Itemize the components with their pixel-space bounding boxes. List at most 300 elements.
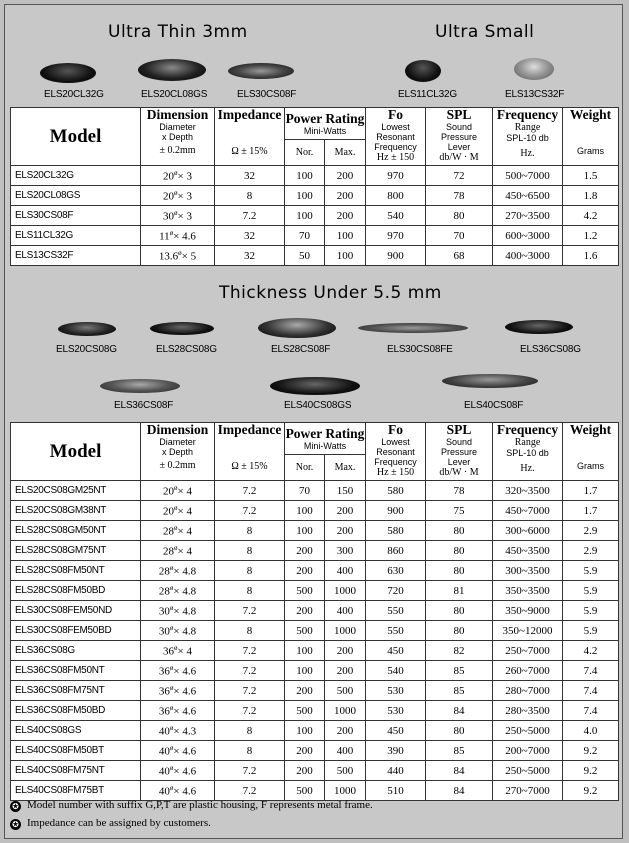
dimension-cell — [141, 186, 215, 206]
frequency-cell: 600~3000 — [493, 226, 563, 246]
power-nor-cell: 100 — [285, 186, 325, 206]
spec-table-ultra — [10, 107, 619, 266]
fo-cell: 540 — [366, 206, 426, 226]
diameter-symbol: ø — [169, 783, 174, 792]
power-max-cell: 200 — [325, 186, 366, 206]
weight-cell: 5.9 — [563, 601, 619, 621]
frequency-cell: 400~3000 — [493, 246, 563, 266]
model-cell: ELS36CS08FM50NT — [11, 661, 141, 681]
impedance-cell: 7.2 — [215, 206, 285, 226]
header-frequency: Frequency Range SPL-10 db Hz. — [493, 108, 563, 166]
model-cell: ELS40CS08GS — [11, 721, 141, 741]
frequency-cell: 450~3500 — [493, 541, 563, 561]
depth-value: × 4 — [177, 545, 192, 558]
model-cell: ELS13CS32F — [11, 246, 141, 266]
diameter-value: 28 — [163, 545, 175, 558]
power-max-cell: 200 — [325, 501, 366, 521]
power-max-cell: 100 — [325, 246, 366, 266]
impedance-cell: 7.2 — [215, 681, 285, 701]
table-row — [11, 561, 619, 581]
depth-value: × 4.8 — [173, 565, 197, 578]
fo-cell: 900 — [366, 501, 426, 521]
dimension-cell — [141, 541, 215, 561]
header-model: Model — [11, 108, 141, 166]
diameter-value: 20 — [163, 170, 175, 183]
diameter-value: 30 — [158, 605, 170, 618]
diameter-value: 28 — [158, 565, 170, 578]
dimension-cell — [141, 481, 215, 501]
frequency-cell: 500~7000 — [493, 166, 563, 186]
impedance-cell: 32 — [215, 166, 285, 186]
impedance-cell: 8 — [215, 621, 285, 641]
table-row — [11, 601, 619, 621]
weight-cell: 5.9 — [563, 561, 619, 581]
power-nor-cell: 100 — [285, 501, 325, 521]
weight-cell: 1.2 — [563, 226, 619, 246]
power-max-cell: 1000 — [325, 701, 366, 721]
fo-cell: 540 — [366, 661, 426, 681]
diameter-value: 40 — [158, 745, 170, 758]
diameter-value: 30 — [163, 210, 175, 223]
fo-cell: 720 — [366, 581, 426, 601]
depth-value: × 4.6 — [173, 705, 197, 718]
spl-cell: 82 — [426, 641, 493, 661]
dimension-cell — [141, 721, 215, 741]
depth-value: × 3 — [177, 210, 192, 223]
weight-cell: 7.4 — [563, 701, 619, 721]
speaker-image-els30cs08fe — [358, 323, 468, 333]
impedance-cell: 32 — [215, 226, 285, 246]
caption-els40cs08gs: ELS40CS08GS — [284, 400, 352, 411]
fo-cell: 450 — [366, 641, 426, 661]
weight-cell: 1.5 — [563, 166, 619, 186]
table-row — [11, 681, 619, 701]
speaker-image-els36cs08f — [100, 379, 180, 393]
diameter-value: 28 — [163, 525, 175, 538]
dimension-cell — [141, 561, 215, 581]
dimension-cell — [141, 246, 215, 266]
weight-cell: 4.2 — [563, 641, 619, 661]
power-nor-cell: 500 — [285, 701, 325, 721]
speaker-image-els20cl32g — [40, 63, 96, 83]
power-nor-cell: 70 — [285, 226, 325, 246]
caption-els36cs08g: ELS36CS08G — [520, 344, 581, 355]
impedance-cell: 8 — [215, 741, 285, 761]
weight-cell: 4.0 — [563, 721, 619, 741]
diameter-value: 30 — [158, 625, 170, 638]
frequency-cell: 300~6000 — [493, 521, 563, 541]
diameter-symbol: ø — [169, 763, 174, 772]
model-cell: ELS40CS08FM50BT — [11, 741, 141, 761]
impedance-cell: 8 — [215, 541, 285, 561]
diameter-symbol: ø — [174, 643, 178, 652]
impedance-cell: 7.2 — [215, 501, 285, 521]
fo-cell: 630 — [366, 561, 426, 581]
header-dimension: Dimension Diameter x Depth ± 0.2mm — [141, 108, 215, 166]
depth-value: × 4 — [177, 505, 192, 518]
spl-cell: 85 — [426, 661, 493, 681]
power-nor-cell: 100 — [285, 521, 325, 541]
dimension-cell — [141, 681, 215, 701]
fo-cell: 800 — [366, 186, 426, 206]
power-nor-cell: 100 — [285, 166, 325, 186]
fo-cell: 550 — [366, 601, 426, 621]
spec-table-thickness — [10, 422, 619, 801]
header-impedance: Impedance Ω ± 15% — [215, 423, 285, 481]
frequency-cell: 250~5000 — [493, 721, 563, 741]
impedance-cell: 8 — [215, 561, 285, 581]
table-row — [11, 721, 619, 741]
dimension-cell — [141, 601, 215, 621]
power-max-cell: 200 — [325, 521, 366, 541]
star-bullet-icon: ✪ — [10, 819, 21, 830]
depth-value: × 4 — [177, 485, 192, 498]
power-nor-cell: 200 — [285, 541, 325, 561]
weight-cell: 1.6 — [563, 246, 619, 266]
weight-cell: 5.9 — [563, 581, 619, 601]
caption-els20cl32g: ELS20CL32G — [44, 89, 104, 100]
weight-cell: 1.7 — [563, 501, 619, 521]
diameter-value: 20 — [163, 485, 175, 498]
impedance-cell: 32 — [215, 246, 285, 266]
table-row — [11, 781, 619, 801]
power-nor-cell: 200 — [285, 681, 325, 701]
caption-els28cs08f: ELS28CS08F — [271, 344, 331, 355]
impedance-cell: 8 — [215, 186, 285, 206]
frequency-cell: 450~7000 — [493, 501, 563, 521]
note-impedance — [10, 817, 211, 830]
section-title-thickness: Thickness Under 5.5 mm — [219, 283, 442, 303]
dimension-cell — [141, 226, 215, 246]
frequency-cell: 280~3500 — [493, 701, 563, 721]
impedance-cell: 7.2 — [215, 641, 285, 661]
weight-cell: 1.7 — [563, 481, 619, 501]
speaker-image-els40cs08f — [442, 374, 538, 388]
speaker-image-els30cs08f — [228, 63, 294, 79]
caption-els36cs08f: ELS36CS08F — [114, 400, 174, 411]
depth-value: × 4.6 — [173, 230, 196, 243]
fo-cell: 580 — [366, 481, 426, 501]
section-title-ultra-small: Ultra Small — [435, 22, 535, 42]
model-cell: ELS11CL32G — [11, 226, 141, 246]
model-cell: ELS20CL08GS — [11, 186, 141, 206]
dimension-cell — [141, 621, 215, 641]
power-max-cell: 400 — [325, 741, 366, 761]
spl-cell: 80 — [426, 541, 493, 561]
header-impedance: Impedance Ω ± 15% — [215, 108, 285, 166]
spl-cell: 80 — [426, 621, 493, 641]
table-row — [11, 661, 619, 681]
header-fo: Fo Lowest Resonant Frequency Hz ± 150 — [366, 423, 426, 481]
power-max-cell: 200 — [325, 206, 366, 226]
table-row — [11, 641, 619, 661]
model-cell: ELS28CS08GM75NT — [11, 541, 141, 561]
caption-els28cs08g: ELS28CS08G — [156, 344, 217, 355]
impedance-cell: 8 — [215, 581, 285, 601]
spl-cell: 75 — [426, 501, 493, 521]
table-row — [11, 621, 619, 641]
model-cell: ELS30CS08F — [11, 206, 141, 226]
impedance-cell: 8 — [215, 721, 285, 741]
fo-cell: 440 — [366, 761, 426, 781]
speaker-image-els28cs08g — [150, 322, 214, 335]
fo-cell: 390 — [366, 741, 426, 761]
model-cell: ELS36CS08G — [11, 641, 141, 661]
model-cell: ELS20CL32G — [11, 166, 141, 186]
power-nor-cell: 500 — [285, 581, 325, 601]
impedance-cell: 7.2 — [215, 701, 285, 721]
power-max-cell: 500 — [325, 761, 366, 781]
diameter-value: 36 — [158, 705, 170, 718]
frequency-cell: 350~9000 — [493, 601, 563, 621]
caption-els30cs08fe: ELS30CS08FE — [387, 344, 453, 355]
table-row — [11, 481, 619, 501]
power-max-cell: 200 — [325, 641, 366, 661]
header-nor: Nor. — [285, 140, 325, 166]
power-nor-cell: 100 — [285, 721, 325, 741]
table-row — [11, 226, 619, 246]
table-row — [11, 521, 619, 541]
spl-cell: 78 — [426, 186, 493, 206]
weight-cell: 4.2 — [563, 206, 619, 226]
dimension-cell — [141, 501, 215, 521]
note-impedance-text: Impedance can be assigned by customers. — [27, 817, 211, 829]
table-row — [11, 501, 619, 521]
power-nor-cell: 500 — [285, 621, 325, 641]
spl-cell: 84 — [426, 761, 493, 781]
power-max-cell: 200 — [325, 661, 366, 681]
depth-value: × 4.8 — [173, 585, 197, 598]
fo-cell: 530 — [366, 681, 426, 701]
spl-cell: 78 — [426, 481, 493, 501]
dimension-cell — [141, 521, 215, 541]
speaker-image-els28cs08f — [258, 318, 336, 338]
table-row — [11, 761, 619, 781]
impedance-cell: 7.2 — [215, 781, 285, 801]
diameter-symbol: ø — [169, 723, 174, 732]
table-row — [11, 186, 619, 206]
dimension-cell — [141, 206, 215, 226]
fo-cell: 450 — [366, 721, 426, 741]
spl-cell: 80 — [426, 601, 493, 621]
speaker-image-els11cl32g — [405, 60, 441, 82]
header-power-rating: Power Rating Mini-Watts — [285, 108, 366, 140]
table-row — [11, 541, 619, 561]
depth-value: × 4.3 — [173, 725, 197, 738]
diameter-symbol: ø — [174, 543, 178, 552]
header-max: Max. — [325, 455, 366, 481]
diameter-symbol: ø — [174, 208, 178, 217]
power-nor-cell: 50 — [285, 246, 325, 266]
model-cell: ELS40CS08FM75NT — [11, 761, 141, 781]
power-max-cell: 100 — [325, 226, 366, 246]
spl-cell: 85 — [426, 741, 493, 761]
weight-cell: 7.4 — [563, 661, 619, 681]
model-cell: ELS20CS08GM38NT — [11, 501, 141, 521]
speaker-image-els40cs08gs — [270, 377, 360, 395]
frequency-cell: 250~7000 — [493, 641, 563, 661]
speaker-image-els20cl08gs — [138, 59, 206, 81]
power-nor-cell: 200 — [285, 561, 325, 581]
table-row — [11, 741, 619, 761]
header-fo: Fo Lowest Resonant Frequency Hz ± 150 — [366, 108, 426, 166]
depth-value: × 4.6 — [173, 785, 197, 798]
model-cell: ELS36CS08FM50BD — [11, 701, 141, 721]
diameter-value: 36 — [158, 665, 170, 678]
speaker-image-els20cs08g — [58, 322, 116, 336]
weight-cell: 7.4 — [563, 681, 619, 701]
table-row — [11, 166, 619, 186]
power-nor-cell: 100 — [285, 661, 325, 681]
diameter-symbol: ø — [169, 603, 174, 612]
header-frequency: Frequency Range SPL-10 db Hz. — [493, 423, 563, 481]
caption-els13cs32f: ELS13CS32F — [505, 89, 565, 100]
caption-els11cl32g: ELS11CL32G — [398, 89, 457, 100]
impedance-cell: 8 — [215, 521, 285, 541]
power-nor-cell: 100 — [285, 641, 325, 661]
impedance-cell: 7.2 — [215, 761, 285, 781]
depth-value: × 3 — [177, 190, 192, 203]
frequency-cell: 350~3500 — [493, 581, 563, 601]
spl-cell: 85 — [426, 681, 493, 701]
weight-cell: 2.9 — [563, 541, 619, 561]
diameter-symbol: ø — [169, 663, 174, 672]
spl-cell: 70 — [426, 226, 493, 246]
header-dimension: Dimension Diameter x Depth ± 0.2mm — [141, 423, 215, 481]
fo-cell: 530 — [366, 701, 426, 721]
caption-els40cs08f: ELS40CS08F — [464, 400, 524, 411]
header-weight: Weight Grams — [563, 423, 619, 481]
note-suffix — [10, 799, 373, 812]
weight-cell: 5.9 — [563, 621, 619, 641]
frequency-cell: 450~6500 — [493, 186, 563, 206]
header-weight: Weight Grams — [563, 108, 619, 166]
model-cell: ELS28CS08FM50NT — [11, 561, 141, 581]
frequency-cell: 270~7000 — [493, 781, 563, 801]
frequency-cell: 200~7000 — [493, 741, 563, 761]
caption-els30cs08f: ELS30CS08F — [237, 89, 297, 100]
spl-cell: 80 — [426, 521, 493, 541]
fo-cell: 580 — [366, 521, 426, 541]
header-power-rating: Power Rating Mini-Watts — [285, 423, 366, 455]
spl-cell: 72 — [426, 166, 493, 186]
dimension-cell — [141, 581, 215, 601]
diameter-symbol: ø — [174, 523, 178, 532]
header-model: Model — [11, 423, 141, 481]
diameter-value: 40 — [158, 765, 170, 778]
model-cell: ELS30CS08FEM50BD — [11, 621, 141, 641]
dimension-cell — [141, 761, 215, 781]
impedance-cell: 7.2 — [215, 601, 285, 621]
frequency-cell: 350~12000 — [493, 621, 563, 641]
power-nor-cell: 200 — [285, 761, 325, 781]
power-max-cell: 500 — [325, 681, 366, 701]
spl-cell: 84 — [426, 701, 493, 721]
depth-value: × 5 — [181, 250, 197, 263]
diameter-value: 40 — [158, 785, 170, 798]
frequency-cell: 270~3500 — [493, 206, 563, 226]
weight-cell: 2.9 — [563, 521, 619, 541]
diameter-symbol: ø — [169, 228, 174, 237]
weight-cell: 9.2 — [563, 781, 619, 801]
header-spl: SPL Sound Pressure Lever db/W · M — [426, 108, 493, 166]
model-cell: ELS20CS08GM25NT — [11, 481, 141, 501]
diameter-value: 36 — [158, 685, 170, 698]
depth-value: × 4.8 — [173, 625, 197, 638]
model-cell: ELS40CS08FM75BT — [11, 781, 141, 801]
frequency-cell: 300~3500 — [493, 561, 563, 581]
dimension-cell — [141, 741, 215, 761]
fo-cell: 970 — [366, 166, 426, 186]
depth-value: × 4.6 — [173, 685, 197, 698]
diameter-symbol: ø — [174, 168, 178, 177]
impedance-cell: 7.2 — [215, 481, 285, 501]
power-nor-cell: 70 — [285, 481, 325, 501]
header-nor: Nor. — [285, 455, 325, 481]
spl-cell: 80 — [426, 206, 493, 226]
section-title-ultra-thin: Ultra Thin 3mm — [108, 22, 248, 42]
weight-cell: 9.2 — [563, 741, 619, 761]
model-cell: ELS30CS08FEM50ND — [11, 601, 141, 621]
speaker-image-els13cs32f — [514, 58, 554, 80]
header-spl: SPL Sound Pressure Lever db/W · M — [426, 423, 493, 481]
spl-cell: 84 — [426, 781, 493, 801]
caption-els20cl08gs: ELS20CL08GS — [141, 89, 208, 100]
depth-value: × 4.6 — [173, 665, 197, 678]
spl-cell: 68 — [426, 246, 493, 266]
diameter-symbol: ø — [169, 563, 174, 572]
power-max-cell: 200 — [325, 166, 366, 186]
diameter-symbol: ø — [174, 483, 178, 492]
diameter-symbol: ø — [174, 503, 178, 512]
power-nor-cell: 100 — [285, 206, 325, 226]
depth-value: × 4 — [177, 645, 192, 658]
diameter-symbol: ø — [169, 583, 174, 592]
spl-cell: 80 — [426, 561, 493, 581]
star-bullet-icon: ✪ — [10, 801, 21, 812]
fo-cell: 970 — [366, 226, 426, 246]
diameter-symbol: ø — [178, 248, 182, 257]
diameter-value: 40 — [158, 725, 170, 738]
diameter-value: 28 — [158, 585, 170, 598]
table-row — [11, 246, 619, 266]
fo-cell: 510 — [366, 781, 426, 801]
depth-value: × 4.8 — [173, 605, 197, 618]
power-max-cell: 1000 — [325, 781, 366, 801]
power-max-cell: 1000 — [325, 581, 366, 601]
power-max-cell: 300 — [325, 541, 366, 561]
dimension-cell — [141, 781, 215, 801]
diameter-value: 11 — [159, 230, 170, 243]
diameter-value: 13.6 — [158, 250, 179, 263]
depth-value: × 4.6 — [173, 765, 197, 778]
model-cell: ELS28CS08GM50NT — [11, 521, 141, 541]
note-suffix-text: Model number with suffix G,P,T are plastic housing, F represents metal frame. — [27, 799, 373, 811]
dimension-cell — [141, 166, 215, 186]
caption-els20cs08g: ELS20CS08G — [56, 344, 117, 355]
dimension-cell — [141, 661, 215, 681]
diameter-symbol: ø — [174, 188, 178, 197]
diameter-value: 20 — [163, 190, 175, 203]
diameter-value: 20 — [163, 505, 175, 518]
power-nor-cell: 500 — [285, 781, 325, 801]
depth-value: × 4 — [177, 525, 192, 538]
diameter-symbol: ø — [169, 703, 174, 712]
table-row — [11, 701, 619, 721]
fo-cell: 900 — [366, 246, 426, 266]
dimension-cell — [141, 701, 215, 721]
frequency-cell: 260~7000 — [493, 661, 563, 681]
